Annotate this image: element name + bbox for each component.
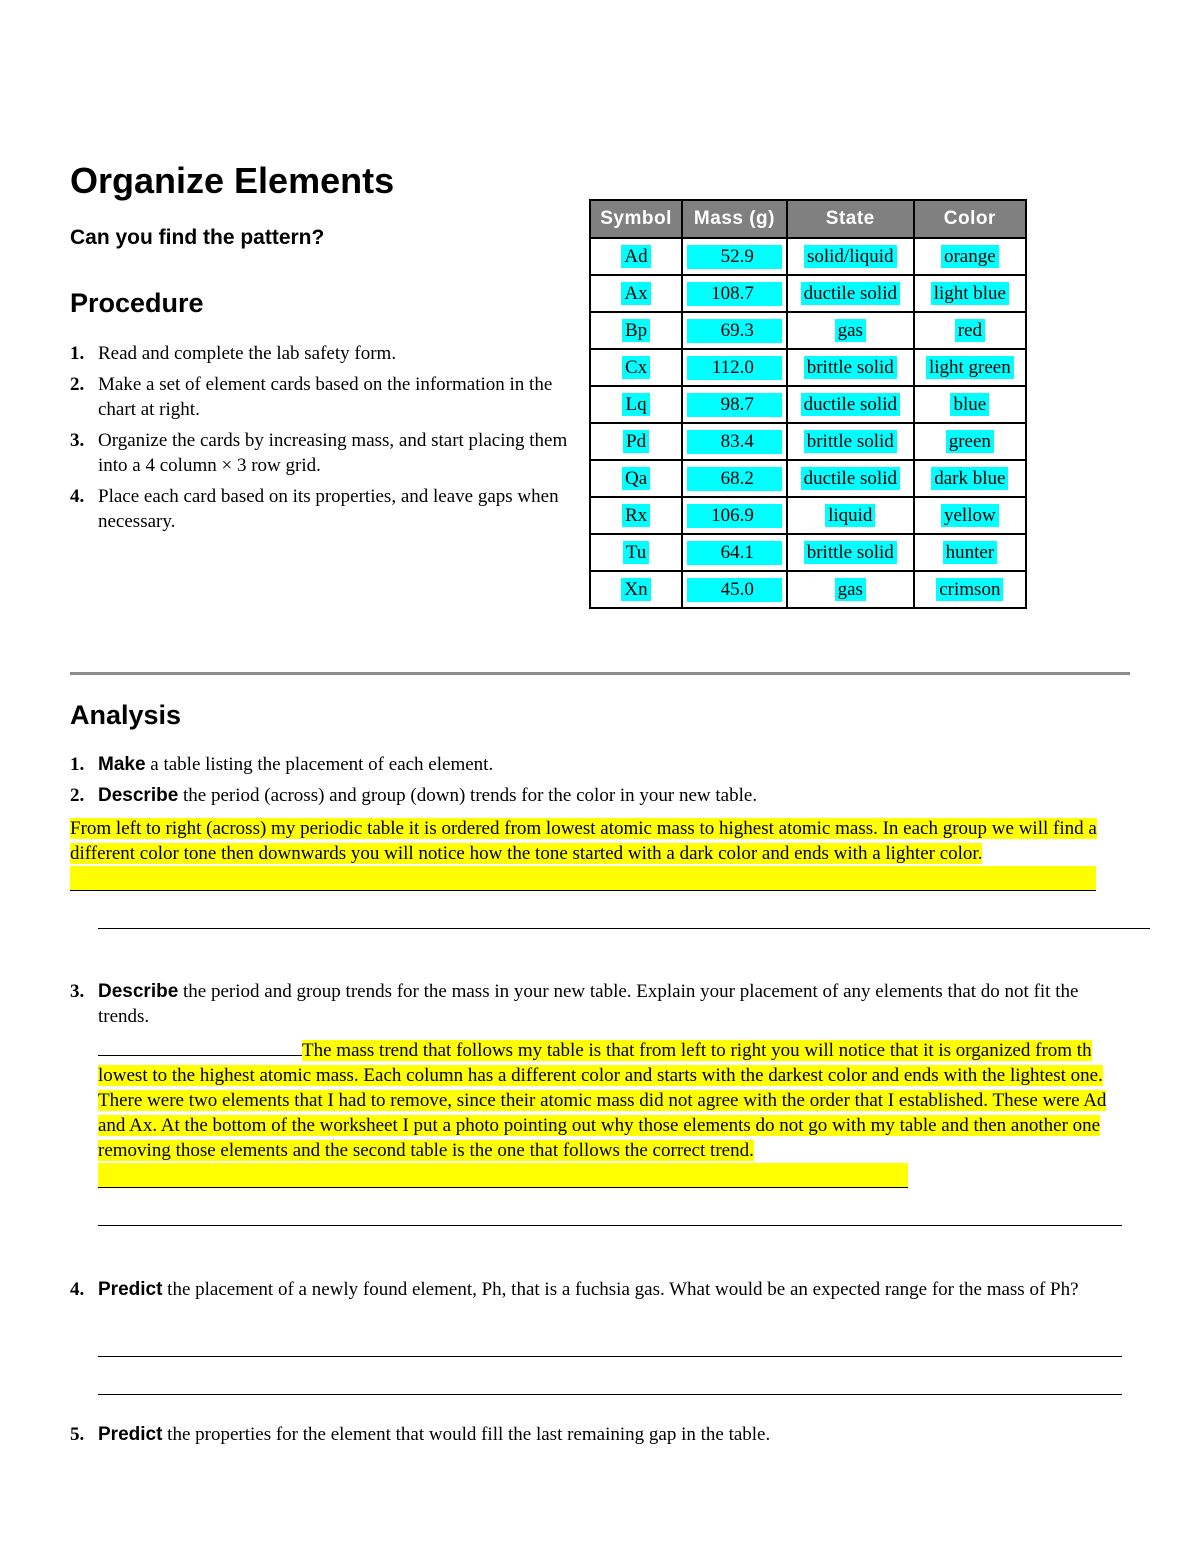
- table-row: [590, 460, 1026, 497]
- element-table-body: [590, 238, 1026, 608]
- cell-mass: [682, 497, 787, 534]
- state-value: ductile solid: [801, 467, 900, 490]
- answer-line: [98, 1163, 908, 1188]
- symbol-value: Tu: [623, 541, 649, 564]
- mass-value: 52.9: [687, 245, 782, 269]
- column-header-symbol: Symbol: [590, 200, 682, 238]
- answer-line: [70, 866, 1096, 891]
- mass-value: 106.9: [687, 504, 782, 528]
- state-value: brittle solid: [804, 430, 897, 453]
- cell-color: [914, 497, 1026, 534]
- cell-color: [914, 238, 1026, 275]
- cell-mass: [682, 386, 787, 423]
- mass-value: 68.2: [687, 467, 782, 491]
- cell-symbol: [590, 423, 682, 460]
- cell-color: [914, 349, 1026, 386]
- answer-2-text: From left to right (across) my periodic table it is ordered from lowest atomic mass to highest atomic mass. In each group we will find a different color tone then downwards you will notice how the tone started with a dark color and ends with a lighter color.: [70, 818, 1097, 864]
- table-row: [590, 423, 1026, 460]
- answer-line: [98, 928, 1150, 929]
- cell-state: [787, 423, 914, 460]
- state-value: ductile solid: [801, 282, 900, 305]
- cell-state: [787, 571, 914, 608]
- answer-blank: [98, 1037, 302, 1056]
- cell-state: [787, 386, 914, 423]
- symbol-value: Cx: [622, 356, 650, 379]
- cell-symbol: [590, 534, 682, 571]
- cell-symbol: [590, 312, 682, 349]
- state-value: ductile solid: [801, 393, 900, 416]
- table-header-row: [590, 200, 1026, 238]
- analysis-question-2: 2. Describe the period (across) and group (down) trends for the color in your new table.: [70, 785, 758, 806]
- table-row: [590, 275, 1026, 312]
- cell-color: [914, 275, 1026, 312]
- mass-value: 83.4: [687, 430, 782, 454]
- cell-color: [914, 423, 1026, 460]
- column-header-mass: Mass (g): [682, 200, 787, 238]
- procedure-step: 3. Organize the cards by increasing mass, and start placing them into a 4 column × 3 row grid.: [70, 430, 568, 476]
- cell-state: [787, 349, 914, 386]
- mass-value: 69.3: [687, 319, 782, 343]
- cell-mass: [682, 571, 787, 608]
- analysis-question-4-list: [70, 1277, 1130, 1308]
- symbol-value: Ax: [621, 282, 650, 305]
- symbol-value: Bp: [622, 319, 650, 342]
- color-value: crimson: [936, 578, 1003, 601]
- procedure-step: 1. Read and complete the lab safety form.: [70, 343, 397, 364]
- cell-color: [914, 571, 1026, 608]
- state-value: brittle solid: [804, 356, 897, 379]
- cell-color: [914, 460, 1026, 497]
- analysis-question-1: 1. Make a table listing the placement of each element.: [70, 754, 494, 775]
- cell-state: [787, 460, 914, 497]
- answer-3-text: The mass trend that follows my table is that from left to right you will notice that it is organized from th lowest to the highest atomic mass. Each column has a different color and starts with the darkest color and ends with the lightest one. There were two elements that I had to remove, since their atomic mass did not agree with the order that I established. These were Ad and Ax. At the bottom of the worksheet I put a photo pointing out why those elements do not go with my table and then another one removing those elements and the second table is the one that follows the correct trend.: [98, 1040, 1107, 1161]
- answer-line: [98, 1225, 1122, 1226]
- state-value: gas: [835, 578, 866, 601]
- cell-mass: [682, 238, 787, 275]
- color-value: light green: [926, 356, 1014, 379]
- symbol-value: Ad: [621, 245, 650, 268]
- cell-state: [787, 275, 914, 312]
- answer-2[interactable]: [70, 816, 1130, 929]
- answer-line-4b[interactable]: [98, 1394, 1122, 1395]
- mass-value: 64.1: [687, 541, 782, 565]
- cell-state: [787, 312, 914, 349]
- analysis-question-5: 5. Predict the properties for the element that would fill the last remaining gap in the table.: [70, 1424, 771, 1445]
- cell-mass: [682, 460, 787, 497]
- table-row: [590, 238, 1026, 275]
- mass-value: 112.0: [687, 356, 782, 380]
- cell-state: [787, 238, 914, 275]
- color-value: red: [955, 319, 985, 342]
- section-divider: [70, 672, 1130, 675]
- table-row: [590, 312, 1026, 349]
- symbol-value: Pd: [623, 430, 649, 453]
- cell-symbol: [590, 460, 682, 497]
- mass-value: 45.0: [687, 578, 782, 602]
- analysis-heading: Analysis: [70, 700, 182, 730]
- cell-mass: [682, 423, 787, 460]
- symbol-value: Lq: [622, 393, 649, 416]
- cell-symbol: [590, 275, 682, 312]
- mass-value: 98.7: [687, 393, 782, 417]
- cell-symbol: [590, 349, 682, 386]
- color-value: hunter: [943, 541, 998, 564]
- table-row: [590, 349, 1026, 386]
- state-value: brittle solid: [804, 541, 897, 564]
- cell-state: [787, 534, 914, 571]
- color-value: orange: [941, 245, 999, 268]
- cell-color: [914, 534, 1026, 571]
- table-row: [590, 534, 1026, 571]
- table-row: [590, 497, 1026, 534]
- page-title: Organize Elements: [70, 160, 395, 201]
- state-value: gas: [835, 319, 866, 342]
- cell-mass: [682, 534, 787, 571]
- column-header-color: Color: [914, 200, 1026, 238]
- cell-state: [787, 497, 914, 534]
- color-value: dark blue: [931, 467, 1008, 490]
- cell-symbol: [590, 238, 682, 275]
- cell-symbol: [590, 386, 682, 423]
- analysis-question-5-list: [70, 1422, 1130, 1453]
- table-row: [590, 386, 1026, 423]
- mass-value: 108.7: [687, 282, 782, 306]
- analysis-question-3-list: [70, 979, 1130, 1035]
- cell-symbol: [590, 571, 682, 608]
- analysis-questions-1-2: [70, 752, 1130, 814]
- color-value: green: [946, 430, 994, 453]
- answer-line-4a[interactable]: [98, 1356, 1122, 1357]
- cell-mass: [682, 312, 787, 349]
- symbol-value: Rx: [622, 504, 650, 527]
- cell-color: [914, 386, 1026, 423]
- state-value: liquid: [825, 504, 875, 527]
- color-value: blue: [950, 393, 989, 416]
- cell-mass: [682, 349, 787, 386]
- procedure-step: 4. Place each card based on its properties, and leave gaps when necessary.: [70, 486, 559, 532]
- symbol-value: Qa: [622, 467, 650, 490]
- procedure-list: [70, 341, 580, 540]
- element-data-table: [589, 199, 1027, 609]
- column-header-state: State: [787, 200, 914, 238]
- analysis-question-4: 4. Predict the placement of a newly found element, Ph, that is a fuchsia gas. What would be an expected range for the mass of Ph?: [70, 1279, 1079, 1300]
- color-value: yellow: [941, 504, 999, 527]
- symbol-value: Xn: [621, 578, 650, 601]
- cell-mass: [682, 275, 787, 312]
- procedure-heading: Procedure: [70, 288, 204, 318]
- table-row: [590, 571, 1026, 608]
- answer-3[interactable]: [98, 1037, 1128, 1226]
- procedure-step: 2. Make a set of element cards based on the information in the chart at right.: [70, 374, 553, 420]
- color-value: light blue: [931, 282, 1009, 305]
- cell-symbol: [590, 497, 682, 534]
- cell-color: [914, 312, 1026, 349]
- analysis-question-3: 3. Describe the period and group trends for the mass in your new table. Explain your placement of any elements that do not fit the trends.: [70, 981, 1079, 1027]
- page-subtitle: Can you find the pattern?: [70, 226, 325, 249]
- state-value: solid/liquid: [804, 245, 897, 268]
